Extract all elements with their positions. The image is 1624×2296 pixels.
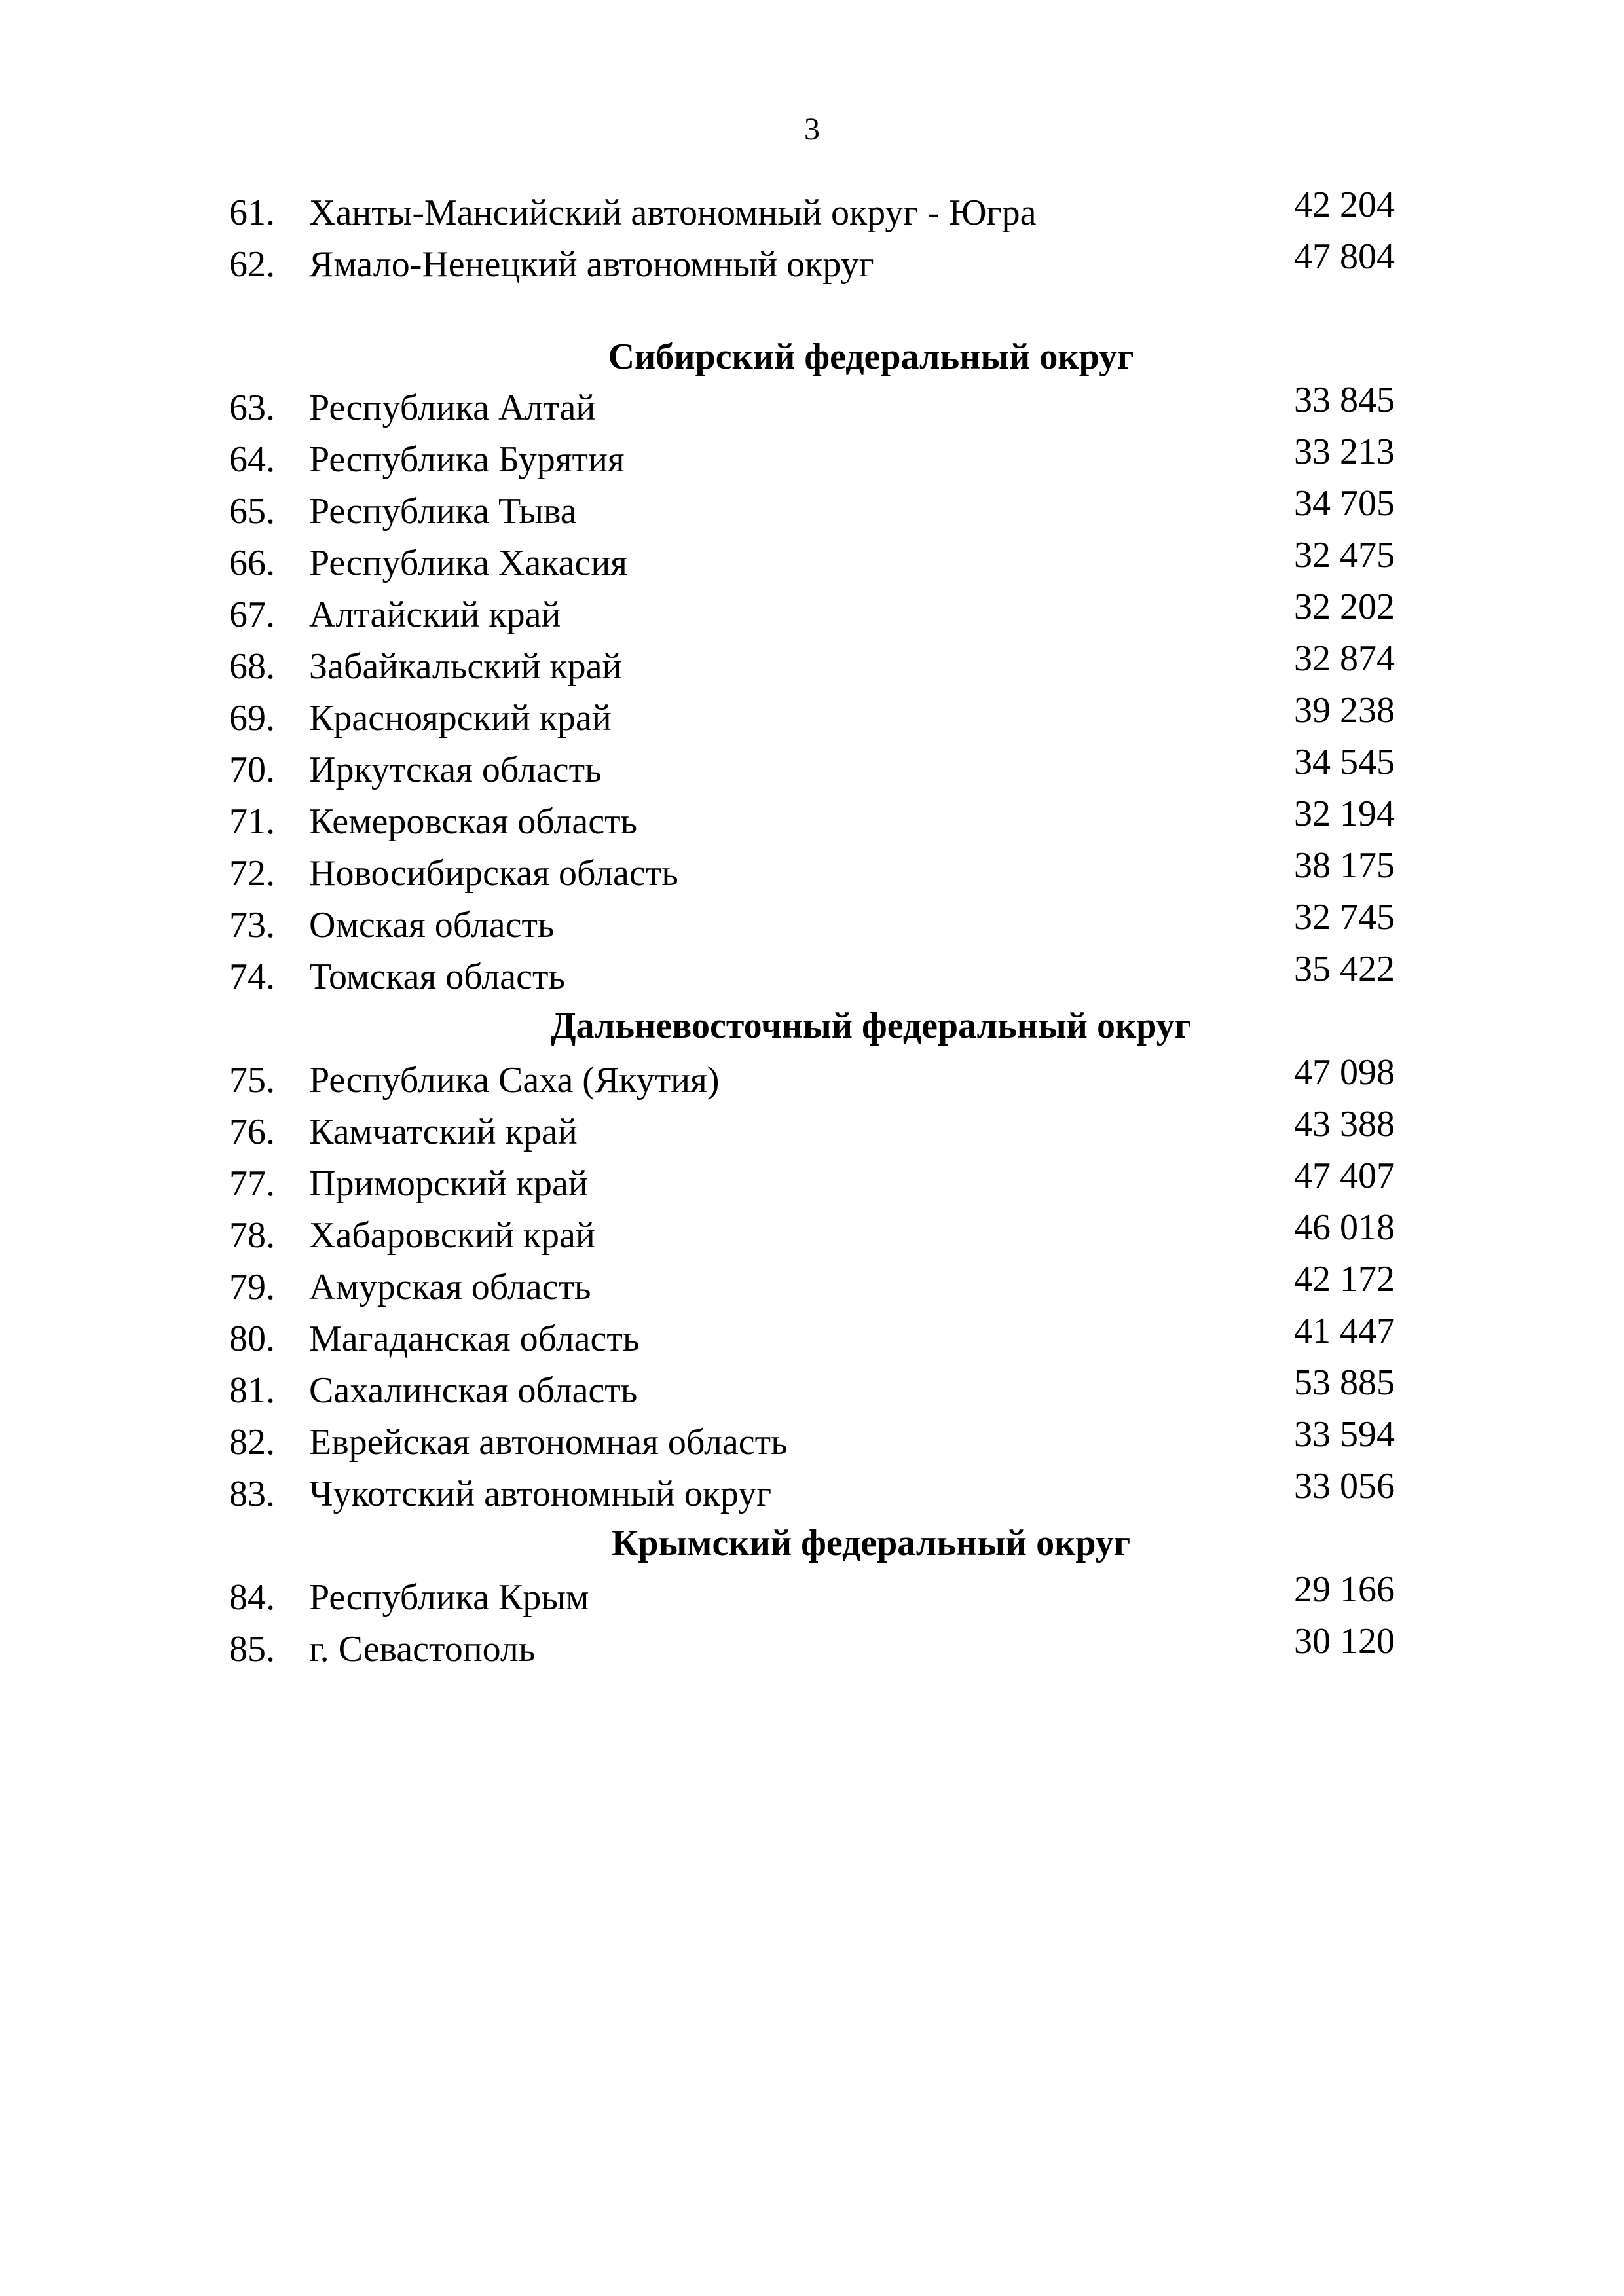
row-number: 74. bbox=[229, 957, 275, 997]
row-number: 72. bbox=[229, 853, 275, 894]
table-row bbox=[229, 1052, 1395, 1104]
table-row bbox=[229, 949, 1395, 1000]
region-name: Кемеровская область bbox=[309, 801, 638, 842]
row-number: 71. bbox=[229, 801, 275, 842]
row-number: 77. bbox=[229, 1163, 275, 1204]
region-value: 33 594 bbox=[1294, 1414, 1395, 1455]
region-value: 32 475 bbox=[1294, 535, 1395, 575]
table-row bbox=[229, 185, 1395, 236]
region-name: Омская область bbox=[309, 905, 555, 945]
row-number: 75. bbox=[229, 1060, 275, 1101]
region-value: 34 705 bbox=[1294, 483, 1395, 524]
region-name: Республика Саха (Якутия) bbox=[309, 1060, 720, 1101]
region-name: Республика Бурятия bbox=[309, 439, 625, 480]
region-value: 33 213 bbox=[1294, 431, 1395, 472]
row-number: 68. bbox=[229, 646, 275, 687]
table-row bbox=[229, 236, 1395, 288]
table-row bbox=[229, 1414, 1395, 1466]
row-number: 64. bbox=[229, 439, 275, 480]
table-row bbox=[229, 535, 1395, 587]
region-value: 34 545 bbox=[1294, 742, 1395, 782]
region-value: 38 175 bbox=[1294, 845, 1395, 886]
region-value: 32 874 bbox=[1294, 638, 1395, 679]
region-value: 32 202 bbox=[1294, 587, 1395, 627]
region-name: Камчатский край bbox=[309, 1112, 578, 1152]
region-name: Республика Хакасия bbox=[309, 543, 628, 583]
row-number: 61. bbox=[229, 192, 275, 233]
region-name: Республика Алтай bbox=[309, 388, 596, 428]
region-name: Еврейская автономная область bbox=[309, 1422, 788, 1463]
district-heading-crimean: Крымский федеральный округ bbox=[611, 1523, 1131, 1563]
regions-table bbox=[229, 185, 1395, 1673]
region-name: Красноярский край bbox=[309, 698, 612, 738]
table-row bbox=[229, 483, 1395, 535]
region-name: Алтайский край bbox=[309, 594, 561, 635]
row-number: 78. bbox=[229, 1215, 275, 1256]
table-row bbox=[229, 793, 1395, 845]
ural-district-rows bbox=[229, 185, 1395, 288]
region-value: 47 098 bbox=[1294, 1052, 1395, 1093]
region-name: Магаданская область bbox=[309, 1319, 640, 1359]
table-row bbox=[229, 380, 1395, 431]
far-eastern-district-rows bbox=[229, 1052, 1395, 1518]
row-number: 83. bbox=[229, 1474, 275, 1514]
region-name: Забайкальский край bbox=[309, 646, 622, 687]
region-value: 29 166 bbox=[1294, 1569, 1395, 1610]
table-row bbox=[229, 638, 1395, 690]
district-heading-far-eastern: Дальневосточный федеральный округ bbox=[550, 1006, 1192, 1046]
region-name: Сахалинская область bbox=[309, 1370, 638, 1411]
region-value: 33 845 bbox=[1294, 380, 1395, 420]
region-value: 43 388 bbox=[1294, 1104, 1395, 1144]
region-name: Республика Крым bbox=[309, 1577, 589, 1618]
region-name: Чукотский автономный округ bbox=[309, 1474, 772, 1514]
table-row bbox=[229, 1156, 1395, 1207]
region-name: Иркутская область bbox=[309, 750, 602, 790]
region-value: 53 885 bbox=[1294, 1362, 1395, 1403]
table-row bbox=[229, 845, 1395, 897]
table-row bbox=[229, 1466, 1395, 1518]
region-value: 42 172 bbox=[1294, 1259, 1395, 1300]
region-value: 39 238 bbox=[1294, 690, 1395, 731]
district-heading-siberian: Сибирский федеральный округ bbox=[608, 337, 1134, 377]
region-value: 47 804 bbox=[1294, 236, 1395, 277]
row-number: 85. bbox=[229, 1629, 275, 1669]
region-value: 32 745 bbox=[1294, 897, 1395, 938]
page-number: 3 bbox=[804, 112, 820, 147]
region-name: Амурская область bbox=[309, 1267, 591, 1307]
region-value: 33 056 bbox=[1294, 1466, 1395, 1506]
region-name: г. Севастополь bbox=[309, 1629, 536, 1669]
region-value: 42 204 bbox=[1294, 185, 1395, 225]
region-name: Новосибирская область bbox=[309, 853, 678, 894]
table-row bbox=[229, 1207, 1395, 1259]
row-number: 63. bbox=[229, 388, 275, 428]
region-value: 30 120 bbox=[1294, 1621, 1395, 1662]
row-number: 62. bbox=[229, 244, 275, 285]
row-number: 79. bbox=[229, 1267, 275, 1307]
table-row bbox=[229, 1104, 1395, 1156]
region-value: 47 407 bbox=[1294, 1156, 1395, 1196]
table-row bbox=[229, 431, 1395, 483]
row-number: 66. bbox=[229, 543, 275, 583]
row-number: 82. bbox=[229, 1422, 275, 1463]
table-row bbox=[229, 587, 1395, 638]
row-number: 73. bbox=[229, 905, 275, 945]
region-value: 35 422 bbox=[1294, 949, 1395, 989]
table-row bbox=[229, 1621, 1395, 1673]
row-number: 67. bbox=[229, 594, 275, 635]
table-row bbox=[229, 1259, 1395, 1311]
row-number: 84. bbox=[229, 1577, 275, 1618]
region-name: Республика Тыва bbox=[309, 491, 577, 532]
row-number: 70. bbox=[229, 750, 275, 790]
crimean-district-rows bbox=[229, 1569, 1395, 1673]
region-value: 41 447 bbox=[1294, 1311, 1395, 1351]
row-number: 69. bbox=[229, 698, 275, 738]
region-value: 32 194 bbox=[1294, 793, 1395, 834]
region-name: Ханты-Мансийский автономный округ - Югра bbox=[309, 192, 1037, 233]
siberian-district-rows bbox=[229, 380, 1395, 1000]
row-number: 81. bbox=[229, 1370, 275, 1411]
region-name: Хабаровский край bbox=[309, 1215, 595, 1256]
row-number: 80. bbox=[229, 1319, 275, 1359]
table-row bbox=[229, 1569, 1395, 1621]
region-value: 46 018 bbox=[1294, 1207, 1395, 1248]
row-number: 65. bbox=[229, 491, 275, 532]
region-name: Приморский край bbox=[309, 1163, 588, 1204]
region-name: Томская область bbox=[309, 957, 565, 997]
table-row bbox=[229, 1311, 1395, 1362]
table-row bbox=[229, 690, 1395, 742]
table-row bbox=[229, 1362, 1395, 1414]
table-row bbox=[229, 742, 1395, 793]
region-name: Ямало-Ненецкий автономный округ bbox=[309, 244, 874, 285]
table-row bbox=[229, 897, 1395, 949]
row-number: 76. bbox=[229, 1112, 275, 1152]
